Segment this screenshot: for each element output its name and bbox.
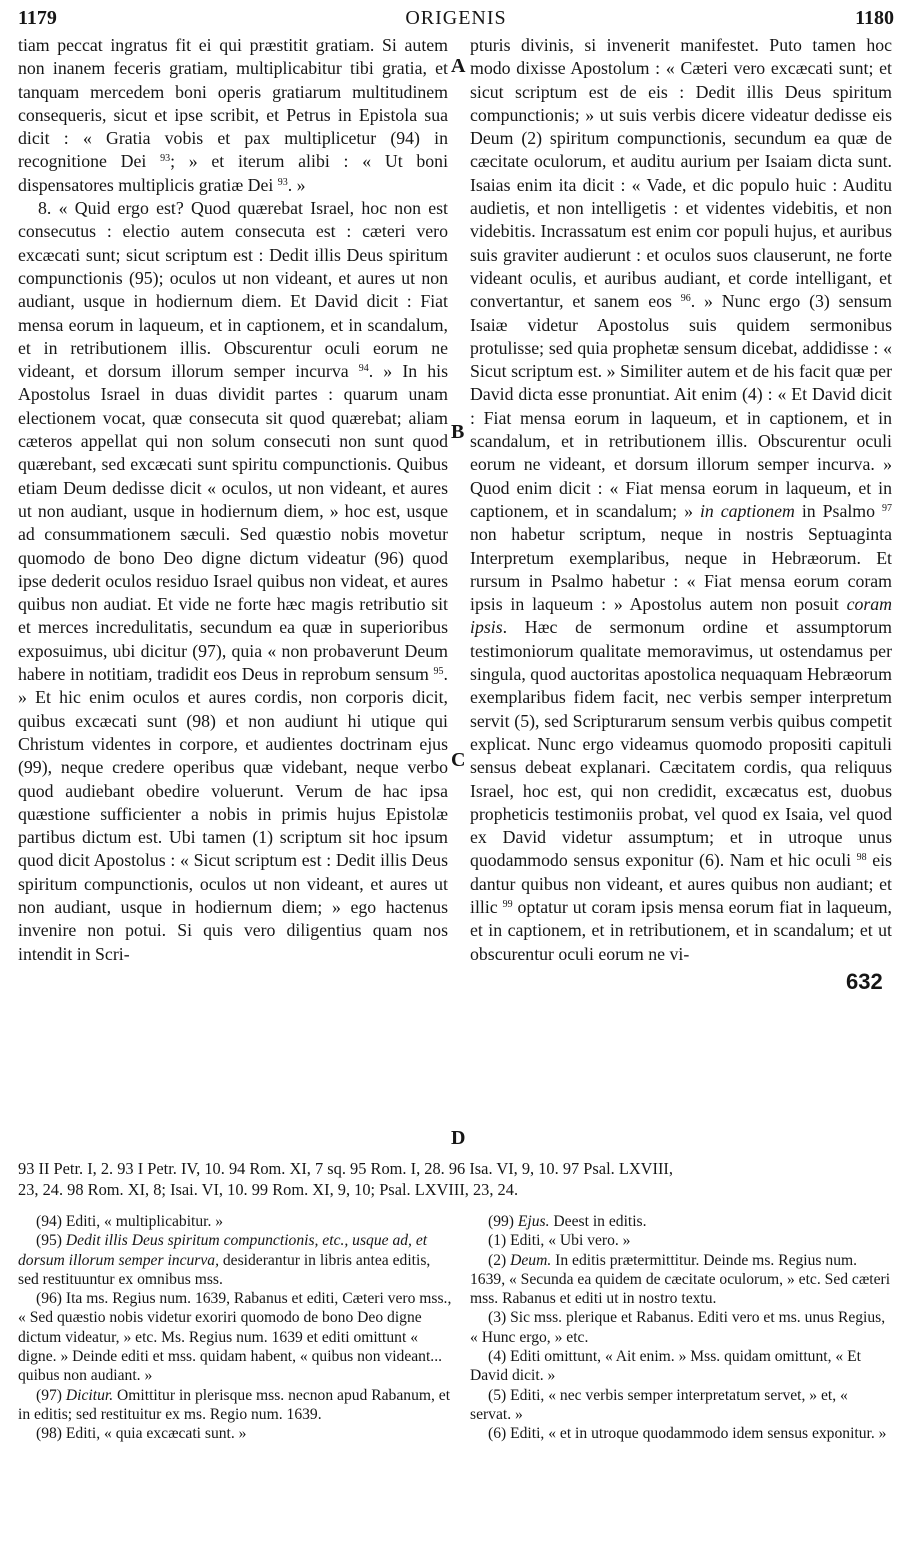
footnote (18, 1212, 454, 1231)
text-run: . » Et hic enim oculos et aures cordis, non corporis dicit, quibus excæcati sunt (98) et non audiunt hi utique qui Christum videntes in corpore, et audientes doctrinam ejus (99), neque credere operibus quæ videbant, neque verbo quod audiebant obedire voluerunt. Verum de hac ipsa quæstione sufficienter a nobis in primis hujus Epistolæ partibus dictum est. Ubi tamen (1) scriptum sit hoc ipsum quod dicit Apostolus : « Sicut scriptum est : Dedit illis Deus spiritum compunctionis, oculos ut non videant, et aures ut non audiant, usque in hodiernum diem; » ego hactenus invenire non potui. Si quis vero diligentius quam nos intendit in Scri- (18, 664, 448, 964)
reference-line: 23, 24. 98 Rom. XI, 8; Isai. VI, 10. 99 Rom. XI, 9, 10; Psal. LXVIII, 23, 24. (18, 1180, 519, 1199)
reference-mark: 99 (502, 898, 513, 910)
footnote-text: (4) Editi omittunt, « Ait enim. » Mss. quidam omittunt, « Et David dicit. » (470, 1348, 861, 1385)
text-run: pturis divinis, si invenerit manifestet. Puto tamen hoc modo dixisse Apostolum : « Cæteri vero excæcati sunt; et sicut scriptum est de eis : Dedit illis Deus spiritum compunctionis; » ut suis verbis dicere videatur dedisse eis Deum (2) spiritum compunctionis, secundum ea quæ de cæcitate oculorum, et auditu aurium per Isaiam dicta sunt. Isaias enim ita dicit : « Vade, et dic populo huic : Auditu audietis, et non intelligetis : et videntes videbitis, et non videbitis. Incrassatum est enim cor populi hujus, et auribus suis graviter audierunt : et oculos suos clauserunt, ne forte videant oculis, et auribus audiant, et corde intelligant, et convertantur, et sanem eos (470, 35, 892, 312)
footnote-text: In editis prætermittitur. Deinde ms. Regius num. 1639, « Secunda ea quidem de cæcitate oculorum, » etc. Sed cæteri mss. Rabanus et editi ut in nostro textu. (470, 1251, 891, 1308)
text-run: . Hæc de sermonum ordine et assumptorum testimoniorum qualitate memoravimus, ut ostendamus per singula, quod auctoritas apostolica nequaquam Hebræorum exemplaribus fidem facit, nec verbis semper interpretum servit (5), sed Scripturarum sensum verbis quibus competit explicat. Nunc ergo videamus quomodo propositi capituli sensus debeat explanari. Cæcitatem cordis, qua reliquus Israel, hoc est, qui non credidit, excæcatus est, duobus propheticis testimoniis probat, vel quod ex Isaia, vel quod ex David videtur assumptum; et in utroque unus quodammodo sensus exponitur (6). Nam et hic oculi (470, 617, 892, 871)
text-run: in Psalmo (801, 500, 876, 521)
paragraph (470, 34, 892, 966)
reference-mark: 95 (433, 666, 444, 678)
margin-letter-b: B (451, 421, 465, 443)
footnote-text: (94) Editi, « multiplicabitur. » (36, 1213, 224, 1230)
footnote-italic: Dedit illis Deus spiritum compunctionis, etc., usque ad, et dorsum illorum semper incurva, (18, 1232, 428, 1269)
text-run: non habetur scriptum, neque in nostris Septuaginta Interpretum exemplaribus, neque in Hebræorum. Et rursum in Psalmo habetur : « Fiat mensa eorum coram ipsis in laqueum : » Apostolus autem non posuit (470, 524, 892, 615)
text-run: 8. « Quid ergo est? Quod quærebat Israel, hoc non est consecutus : electio autem consecuta est : cæteri vero excæcati sunt; sicut scriptum est : Dedit illis Deus spiritum compunctionis (95); oculos ut non videant, et aures ut non audiant, usque in hodiernum diem. Et David dicit : Fiat mensa eorum in laqueum, et in captionem, et in scandalum, et in retributionem illis. Obscurentur oculi eorum ne videant, et dorsum illorum semper incurva (18, 198, 448, 382)
paragraph (18, 197, 448, 966)
reference-mark: 97 (882, 502, 892, 514)
italic-phrase: coram ipsis (470, 594, 893, 638)
footnote-italic: Ejus. (517, 1213, 550, 1230)
paragraph (18, 34, 448, 197)
footnote (470, 1347, 892, 1386)
footnote-text: Omittitur in plerisque mss. necnon apud Rabanum, et in editis; sed restituitur ex ms. Regio num. 1639. (18, 1386, 451, 1423)
text-run: optatur ut coram ipsis mensa eorum fiat in laqueum, et in captionem, et in retributionem, et in scandalum; et ut obscurentur oculi eorum ne vi- (470, 896, 892, 964)
footnote-text: (1) Editi, « Ubi vero. » (488, 1232, 631, 1250)
page-number-left: 1179 (18, 7, 57, 29)
page-number-right: 1180 (855, 7, 894, 29)
italic-phrase: in captionem (699, 500, 795, 521)
footnote-text: Deest in editis. (549, 1213, 647, 1230)
footnotes-right (470, 1212, 892, 1444)
running-title: ORIGENIS (405, 7, 507, 29)
text-run: tiam peccat ingratus fit ei qui præstitit gratiam. Si autem non inanem feceris gratiam, multiplicabitur tibi gratia, et tanquam mercedem boni operis gratiarum multitudinem consequeris, sicut et ipse scribit, et Petrus in Epistola sua dicit : « Gratia vobis et pax multiplicetur (94) in recognitione Dei (18, 35, 448, 172)
footnote (18, 1231, 454, 1289)
footnote (18, 1289, 454, 1385)
left-text-column (18, 34, 448, 966)
footnote-text: (5) Editi, « nec verbis semper interpretatum servet, » et, « servat. » (470, 1386, 848, 1423)
text-run: . » In his Apostolus Israel in duas dividit partes : quarum unam electionem vocat, quæ consecuta sit quod quærebat; aliam cæteros appellat qui non solum consecuti non sunt quod quærebant, sed excæcati sunt spiritu compunctionis. Quibus etiam Deum dedisse dicit « oculos, ut non videant, et aures ut non audiant, usque in hodiernum diem, » hoc est, usque ad consummationem sæculi. Sed quæstio nobis movetur quomodo de bono Deo digne dictum videatur (96) quod ipse dederit oculos residuo Israel quibus non videat, et aures quibus non audiat. Et vide ne forte hæc magis retributio sit et merces incredulitatis, secundum ea quæ in superioribus exposuimus, ubi dicitur (97), quia « non probaverunt Deum habere in notitiam, tradidit eos Deus in reprobum sensum (18, 361, 449, 685)
footnote (470, 1424, 892, 1443)
footnote-text: (97) (36, 1386, 66, 1404)
footnote (470, 1308, 892, 1347)
footnote-text: (3) Sic mss. plerique et Rabanus. Editi vero et ms. unus Regius, « Hunc ergo, » etc. (470, 1309, 886, 1346)
text-run: eis dantur quibus non videant, et aures quibus non audiant; et illic (470, 850, 892, 917)
footnote (470, 1212, 892, 1231)
footnote-italic: Deum. (510, 1251, 552, 1269)
footnote-text: desiderantur in libris antea editis, sed restituuntur ex omnibus mss. (18, 1251, 431, 1288)
margin-page-mark: 632 (846, 969, 883, 994)
footnote-text: (98) Editi, « quia excæcati sunt. » (36, 1425, 247, 1443)
margin-letter-d: D (451, 1127, 466, 1149)
footnotes-left (18, 1212, 454, 1444)
reference-mark: 93 (277, 176, 288, 188)
footnote-text: (6) Editi, « et in utroque quodammodo idem sensus exponitur. » (488, 1425, 887, 1443)
reference-mark: 98 (856, 852, 867, 864)
footnote (470, 1251, 892, 1309)
footnote (470, 1231, 892, 1250)
page-header (18, 4, 894, 32)
footnote-text: (96) Ita ms. Regius num. 1639, Rabanus et editi, Cæteri vero mss., « Sed quæstio nobis videtur exoriri quomodo de bono Deo digne dictum videatur, » etc. Ms. Regius num. 1639 et editi omittunt « digne. » Deinde editi et mss. quidam habent, « quibus non videant... quibus non audiant. » (18, 1290, 452, 1385)
reference-mark: 94 (358, 363, 369, 375)
text-run: ; » et iterum alibi : « Ut boni dispensatores multiplicis gratiæ Dei (18, 151, 449, 195)
reference-mark: 96 (680, 293, 691, 305)
footnote (18, 1386, 454, 1425)
reference-mark: 93 (160, 153, 171, 165)
text-run: . » Nunc ergo (3) sensum Isaiæ videtur Apostolus suis quidem sermonibus protulisse; sed quia prophetæ sensum dicebat, addidisse : « Sicut scriptum est. » Similiter autem et de his facit quæ per David dicta esse pronuntiat. Ait enim (4) : « Et David dicit : Fiat mensa eorum in laqueum, et in captionem, et in scandalum, et in retributionem illis. Obscurentur oculi eorum ne videant, et dorsum illorum semper incurva. » Quod enim dicit : « Fiat mensa eorum in laqueum, et in captionem, et in scandalum; » (470, 291, 892, 521)
footnote-text: (95) (36, 1232, 66, 1250)
right-text-column (470, 34, 892, 966)
margin-letter-c: C (451, 749, 466, 771)
scripture-references (18, 1158, 898, 1200)
footnote (470, 1386, 892, 1425)
text-run: . » (287, 174, 306, 195)
margin-letter-a: A (451, 55, 466, 77)
footnote-italic: Dicitur. (65, 1386, 114, 1404)
reference-line: 93 II Petr. I, 2. 93 I Petr. IV, 10. 94 Rom. XI, 7 sq. 95 Rom. I, 28. 96 Isa. VI, 9, 10. 97 Psal. LXVIII, (18, 1159, 673, 1178)
footnote-text: (2) (488, 1251, 511, 1269)
footnote-text: (99) (488, 1213, 518, 1230)
footnote (18, 1424, 454, 1443)
